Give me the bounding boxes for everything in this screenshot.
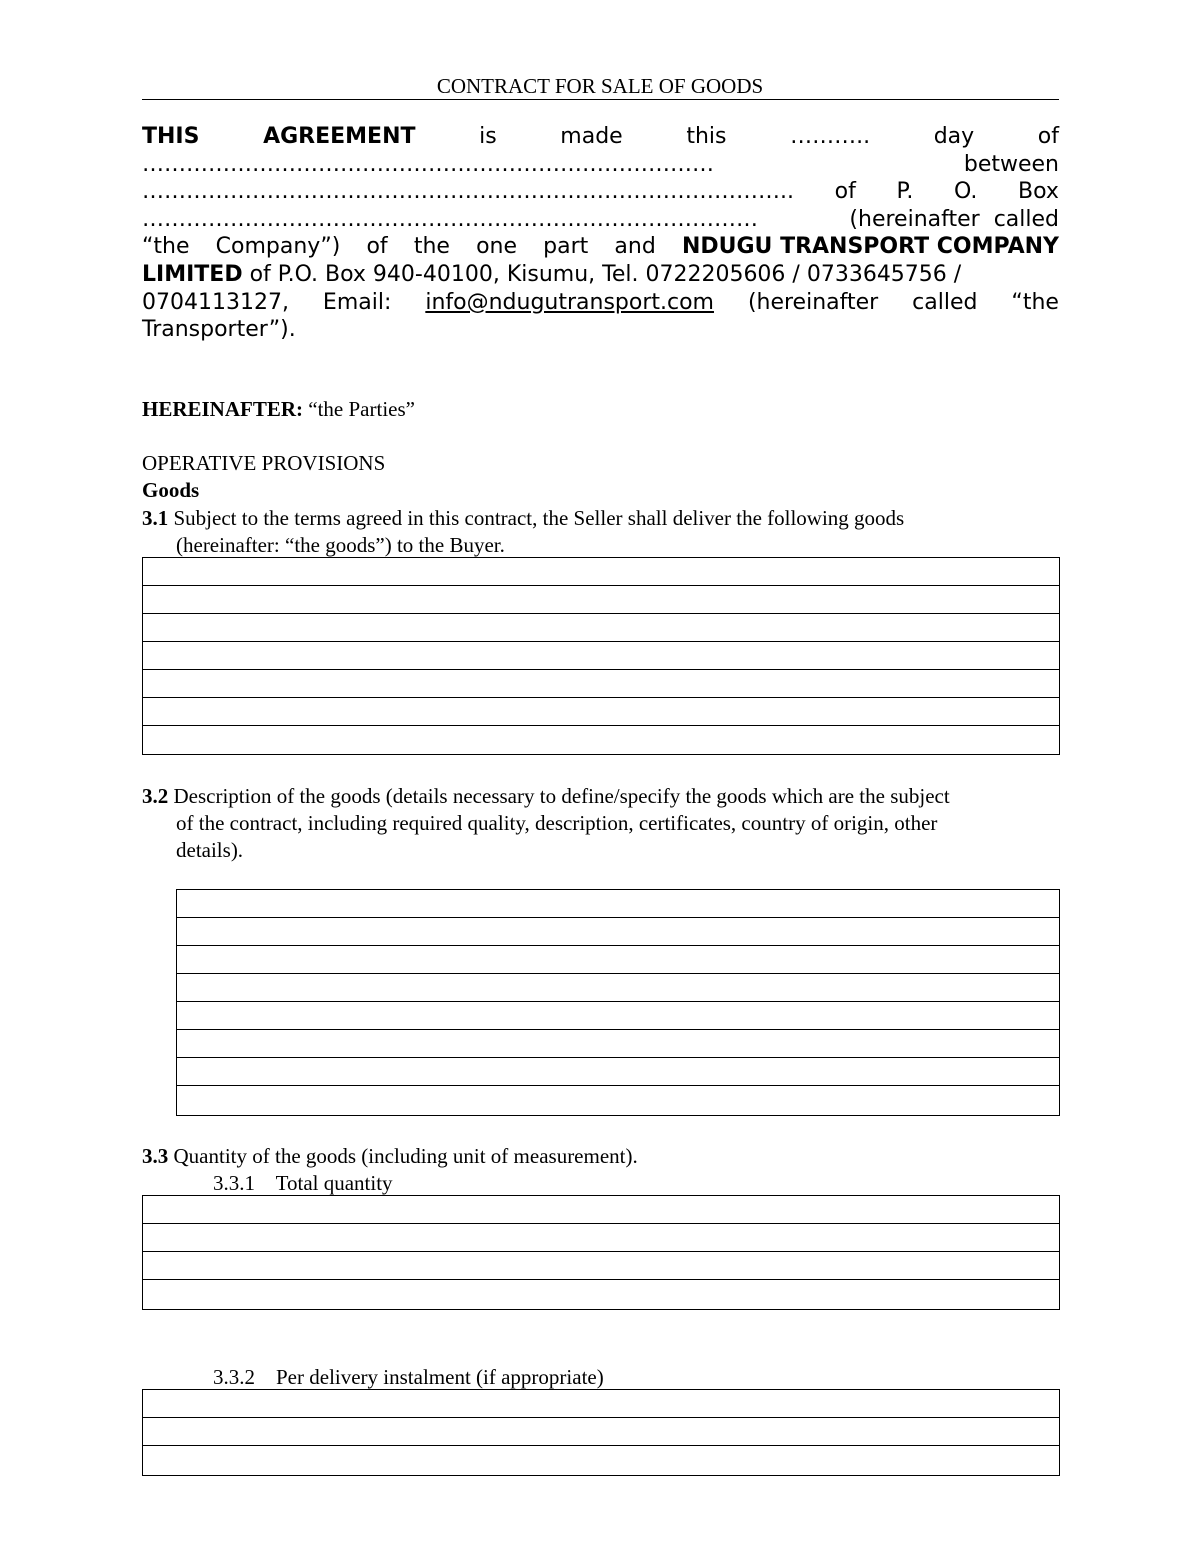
table-row[interactable]: [177, 1030, 1059, 1058]
instalment-quantity-table: [142, 1389, 1060, 1476]
clause-3-3: [142, 1143, 638, 1170]
parties-value: “the Parties”: [303, 397, 415, 421]
intro-word: of: [1037, 124, 1059, 149]
table-row[interactable]: [177, 1058, 1059, 1086]
transporter-phone: 0704113127,: [142, 289, 289, 315]
clause-3-2-cont: details).: [176, 838, 244, 862]
intro-line-3: [142, 178, 1059, 206]
clause-number: 3.2: [142, 784, 169, 808]
intro-word: called: [912, 289, 978, 315]
intro-word: of: [366, 234, 388, 260]
intro-word: “the: [1011, 289, 1059, 315]
clause-number: 3.1: [142, 506, 169, 530]
intro-word: made: [560, 124, 623, 149]
table-row[interactable]: [177, 1002, 1059, 1030]
transporter-name: NDUGU TRANSPORT COMPANY: [681, 234, 1059, 260]
email-link[interactable]: info@ndugutransport.com: [425, 289, 714, 315]
table-row[interactable]: [177, 918, 1059, 946]
po-box-blank: …………………………………………………………………………: [142, 206, 758, 232]
document-title: CONTRACT FOR SALE OF GOODS: [436, 74, 764, 98]
goods-list-table: [142, 557, 1060, 755]
intro-line-7: [142, 289, 1059, 317]
table-row[interactable]: [143, 1196, 1059, 1224]
operative-heading: OPERATIVE PROVISIONS: [142, 451, 386, 475]
table-row[interactable]: [143, 586, 1059, 614]
clause-number: 3.3: [142, 1144, 169, 1168]
clause-text: Subject to the terms agreed in this contract, the Seller shall deliver the following goods: [168, 506, 905, 530]
clause-3-2-cont: of the contract, including required quality, description, certificates, country of origin, other: [176, 811, 938, 835]
table-row[interactable]: [143, 698, 1059, 726]
date-day-blank: ………..: [790, 124, 871, 149]
parties-definition: [142, 396, 415, 423]
intro-word: the: [413, 234, 450, 260]
clause-text: Description of the goods (details necessary to define/specify the goods which are the subject: [168, 784, 950, 808]
table-row[interactable]: [143, 726, 1059, 754]
intro-word: (hereinafter: [849, 206, 980, 232]
intro-word: P.: [896, 179, 914, 205]
intro-line-4: [142, 206, 1059, 234]
goods-subheading: Goods: [142, 478, 200, 502]
clause-3-3-2: 3.3.2 Per delivery instalment (if appropriate): [213, 1365, 604, 1389]
intro-word: (hereinafter: [747, 289, 879, 315]
table-row[interactable]: [177, 974, 1059, 1002]
title-underline: [142, 99, 1059, 100]
table-row[interactable]: [143, 1224, 1059, 1252]
intro-word: “the: [142, 234, 190, 260]
table-row[interactable]: [143, 1446, 1059, 1474]
table-row[interactable]: [143, 670, 1059, 698]
intro-word: between: [963, 151, 1059, 177]
intro-word: Company”): [215, 234, 341, 260]
table-row[interactable]: [177, 890, 1059, 918]
intro-word: is: [479, 124, 497, 149]
table-row[interactable]: [143, 1280, 1059, 1308]
clause-3-1: [142, 505, 904, 532]
intro-word: Email:: [322, 289, 392, 315]
table-row[interactable]: [143, 1252, 1059, 1280]
goods-description-table: [176, 889, 1060, 1116]
intro-word: and: [614, 234, 656, 260]
agreement-intro: [142, 123, 1059, 344]
table-row[interactable]: [143, 558, 1059, 586]
intro-word: Box: [1018, 179, 1059, 205]
table-row[interactable]: [143, 614, 1059, 642]
transporter-name-cont: LIMITED: [142, 261, 243, 287]
intro-line-2: [142, 151, 1059, 179]
company-name-blank: ……………………………………………………………………………..: [142, 179, 794, 205]
clause-3-2: [142, 783, 950, 810]
intro-word: day: [933, 124, 975, 149]
intro-word: this: [686, 124, 727, 149]
intro-word: THIS: [142, 124, 200, 149]
intro-line-6: [142, 261, 1059, 289]
clause-3-1-cont: (hereinafter: “the goods”) to the Buyer.: [176, 533, 505, 557]
intro-line-5: [142, 233, 1059, 261]
intro-word: O.: [953, 179, 978, 205]
clause-text: Quantity of the goods (including unit of measurement).: [168, 1144, 638, 1168]
table-row[interactable]: [143, 1390, 1059, 1418]
table-row[interactable]: [177, 1086, 1059, 1115]
intro-word: one: [476, 234, 518, 260]
date-month-blank: ……………………………………………………………………: [142, 151, 714, 177]
intro-line-1: [142, 123, 1059, 151]
table-row[interactable]: [177, 946, 1059, 974]
intro-word: part: [543, 234, 589, 260]
table-row[interactable]: [143, 642, 1059, 670]
table-row[interactable]: [143, 1418, 1059, 1446]
intro-word: AGREEMENT: [263, 124, 416, 149]
intro-word: of: [834, 179, 856, 205]
clause-3-3-1: 3.3.1 Total quantity: [213, 1171, 393, 1195]
intro-line-8: Transporter”).: [142, 317, 296, 343]
parties-label: HEREINAFTER:: [142, 397, 304, 421]
transporter-address: of P.O. Box 940-40100, Kisumu, Tel. 0722205606 / 0733645756 /: [242, 261, 962, 287]
intro-word: called: [993, 206, 1059, 232]
total-quantity-table: [142, 1195, 1060, 1310]
